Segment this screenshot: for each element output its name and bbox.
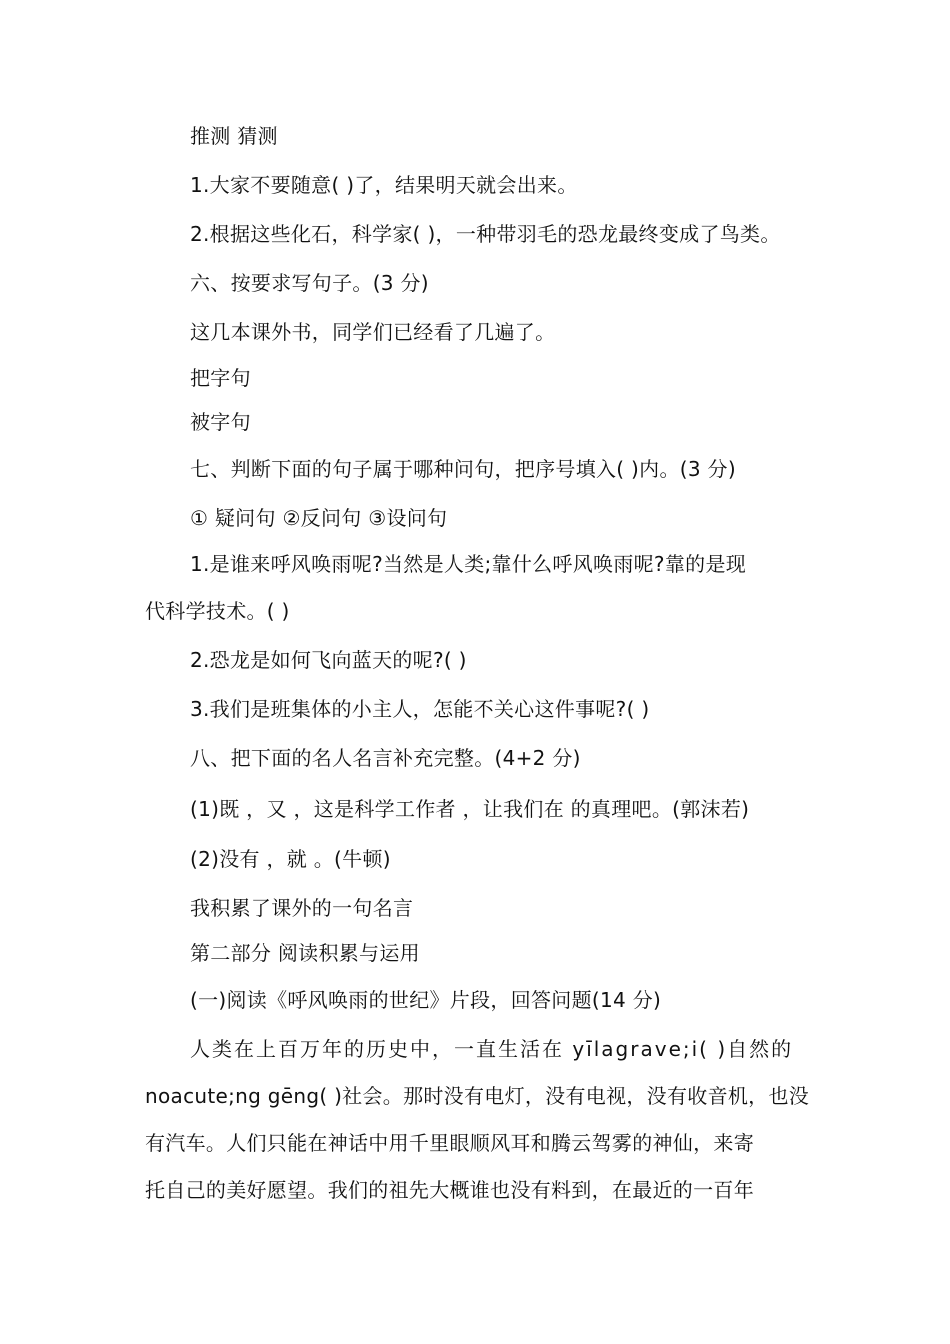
ba-sentence-label: 把字句 [190, 366, 251, 390]
question-type-options: ① 疑问句 ②反问句 ③设问句 [190, 506, 448, 530]
fill-blank-question-2: 2.根据这些化石，科学家( )，一种带羽毛的恐龙最终变成了鸟类。 [190, 222, 781, 246]
section-6-heading: 六、按要求写句子。(3 分) [190, 271, 429, 295]
quote-item-2: (2)没有 ，就 。(牛顿) [190, 847, 391, 871]
rewrite-sentence: 这几本课外书，同学们已经看了几遍了。 [190, 320, 556, 344]
section-8-heading: 八、把下面的名人名言补充完整。(4+2 分) [190, 746, 581, 770]
judge-question-1-continued: 代科学技术。( ) [145, 599, 290, 623]
quote-item-1: (1)既 ，又 ，这是科学工作者 ，让我们在 的真理吧。(郭沫若) [190, 797, 750, 821]
extra-quote-prompt: 我积累了课外的一句名言 [190, 896, 414, 920]
passage-line-1: 人类在上百万年的历史中，一直生活在 yīlagrave;i( )自然的 [190, 1037, 794, 1061]
passage-line-4: 托自己的美好愿望。我们的祖先大概谁也没有料到，在最近的一百年 [145, 1178, 754, 1202]
part-2-heading: 第二部分 阅读积累与运用 [190, 941, 420, 965]
word-choice-options: 推测 猜测 [190, 124, 278, 148]
fill-blank-question-1: 1.大家不要随意( )了，结果明天就会出来。 [190, 173, 578, 197]
section-7-heading: 七、判断下面的句子属于哪种问句，把序号填入( )内。(3 分) [190, 457, 736, 481]
bei-sentence-label: 被字句 [190, 410, 251, 434]
passage-line-3: 有汽车。人们只能在神话中用千里眼顺风耳和腾云驾雾的神仙，来寄 [145, 1131, 754, 1155]
passage-line-2: noacute;ng gēng( )社会。那时没有电灯，没有电视，没有收音机，也没 [145, 1084, 810, 1108]
judge-question-1: 1.是谁来呼风唤雨呢?当然是人类;靠什么呼风唤雨呢?靠的是现 [190, 552, 747, 576]
judge-question-3: 3.我们是班集体的小主人，怎能不关心这件事呢?( ) [190, 697, 650, 721]
reading-passage-heading: (一)阅读《呼风唤雨的世纪》片段，回答问题(14 分) [190, 988, 662, 1012]
judge-question-2: 2.恐龙是如何飞向蓝天的呢?( ) [190, 648, 467, 672]
